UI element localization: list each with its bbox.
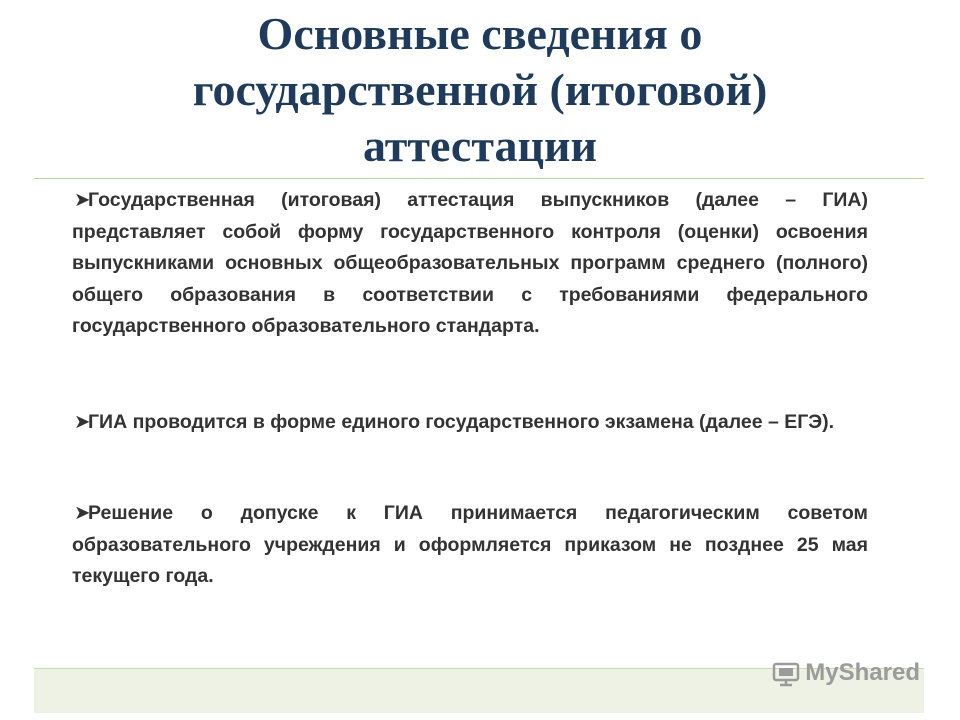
bullet-text: Решение о допуске к ГИА принимается педагогическим советом образовательного учреждения и оформляется приказом не позднее 25 мая текущего года. [72, 502, 868, 587]
slide-title: Основные сведения о государственной (итоговой) аттестации [192, 8, 768, 171]
arrow-bullet-icon: ➤ [74, 410, 91, 433]
bullet-item [72, 407, 868, 439]
watermark [771, 658, 920, 688]
slide-body [72, 185, 868, 593]
arrow-bullet-icon: ➤ [74, 189, 91, 211]
bullet-text: ГИА проводится в форме единого государственного экзамена (далее – ЕГЭ). [88, 410, 835, 433]
bullet-text: Государственная (итоговая) аттестация выпускников (далее – ГИА) представляет собой форму государственного контроля (оценки) освоения выпускниками основных общеобразовательных программ среднего (полного) общего образования в соответствии с требованиями федерального государственного образовательного стандарта. [72, 189, 868, 337]
bullet-item [72, 185, 868, 343]
arrow-bullet-icon: ➤ [74, 502, 91, 524]
title-divider [34, 178, 924, 179]
projector-icon [771, 658, 801, 688]
bullet-item [72, 498, 868, 593]
watermark-text: MyShared [805, 659, 920, 686]
